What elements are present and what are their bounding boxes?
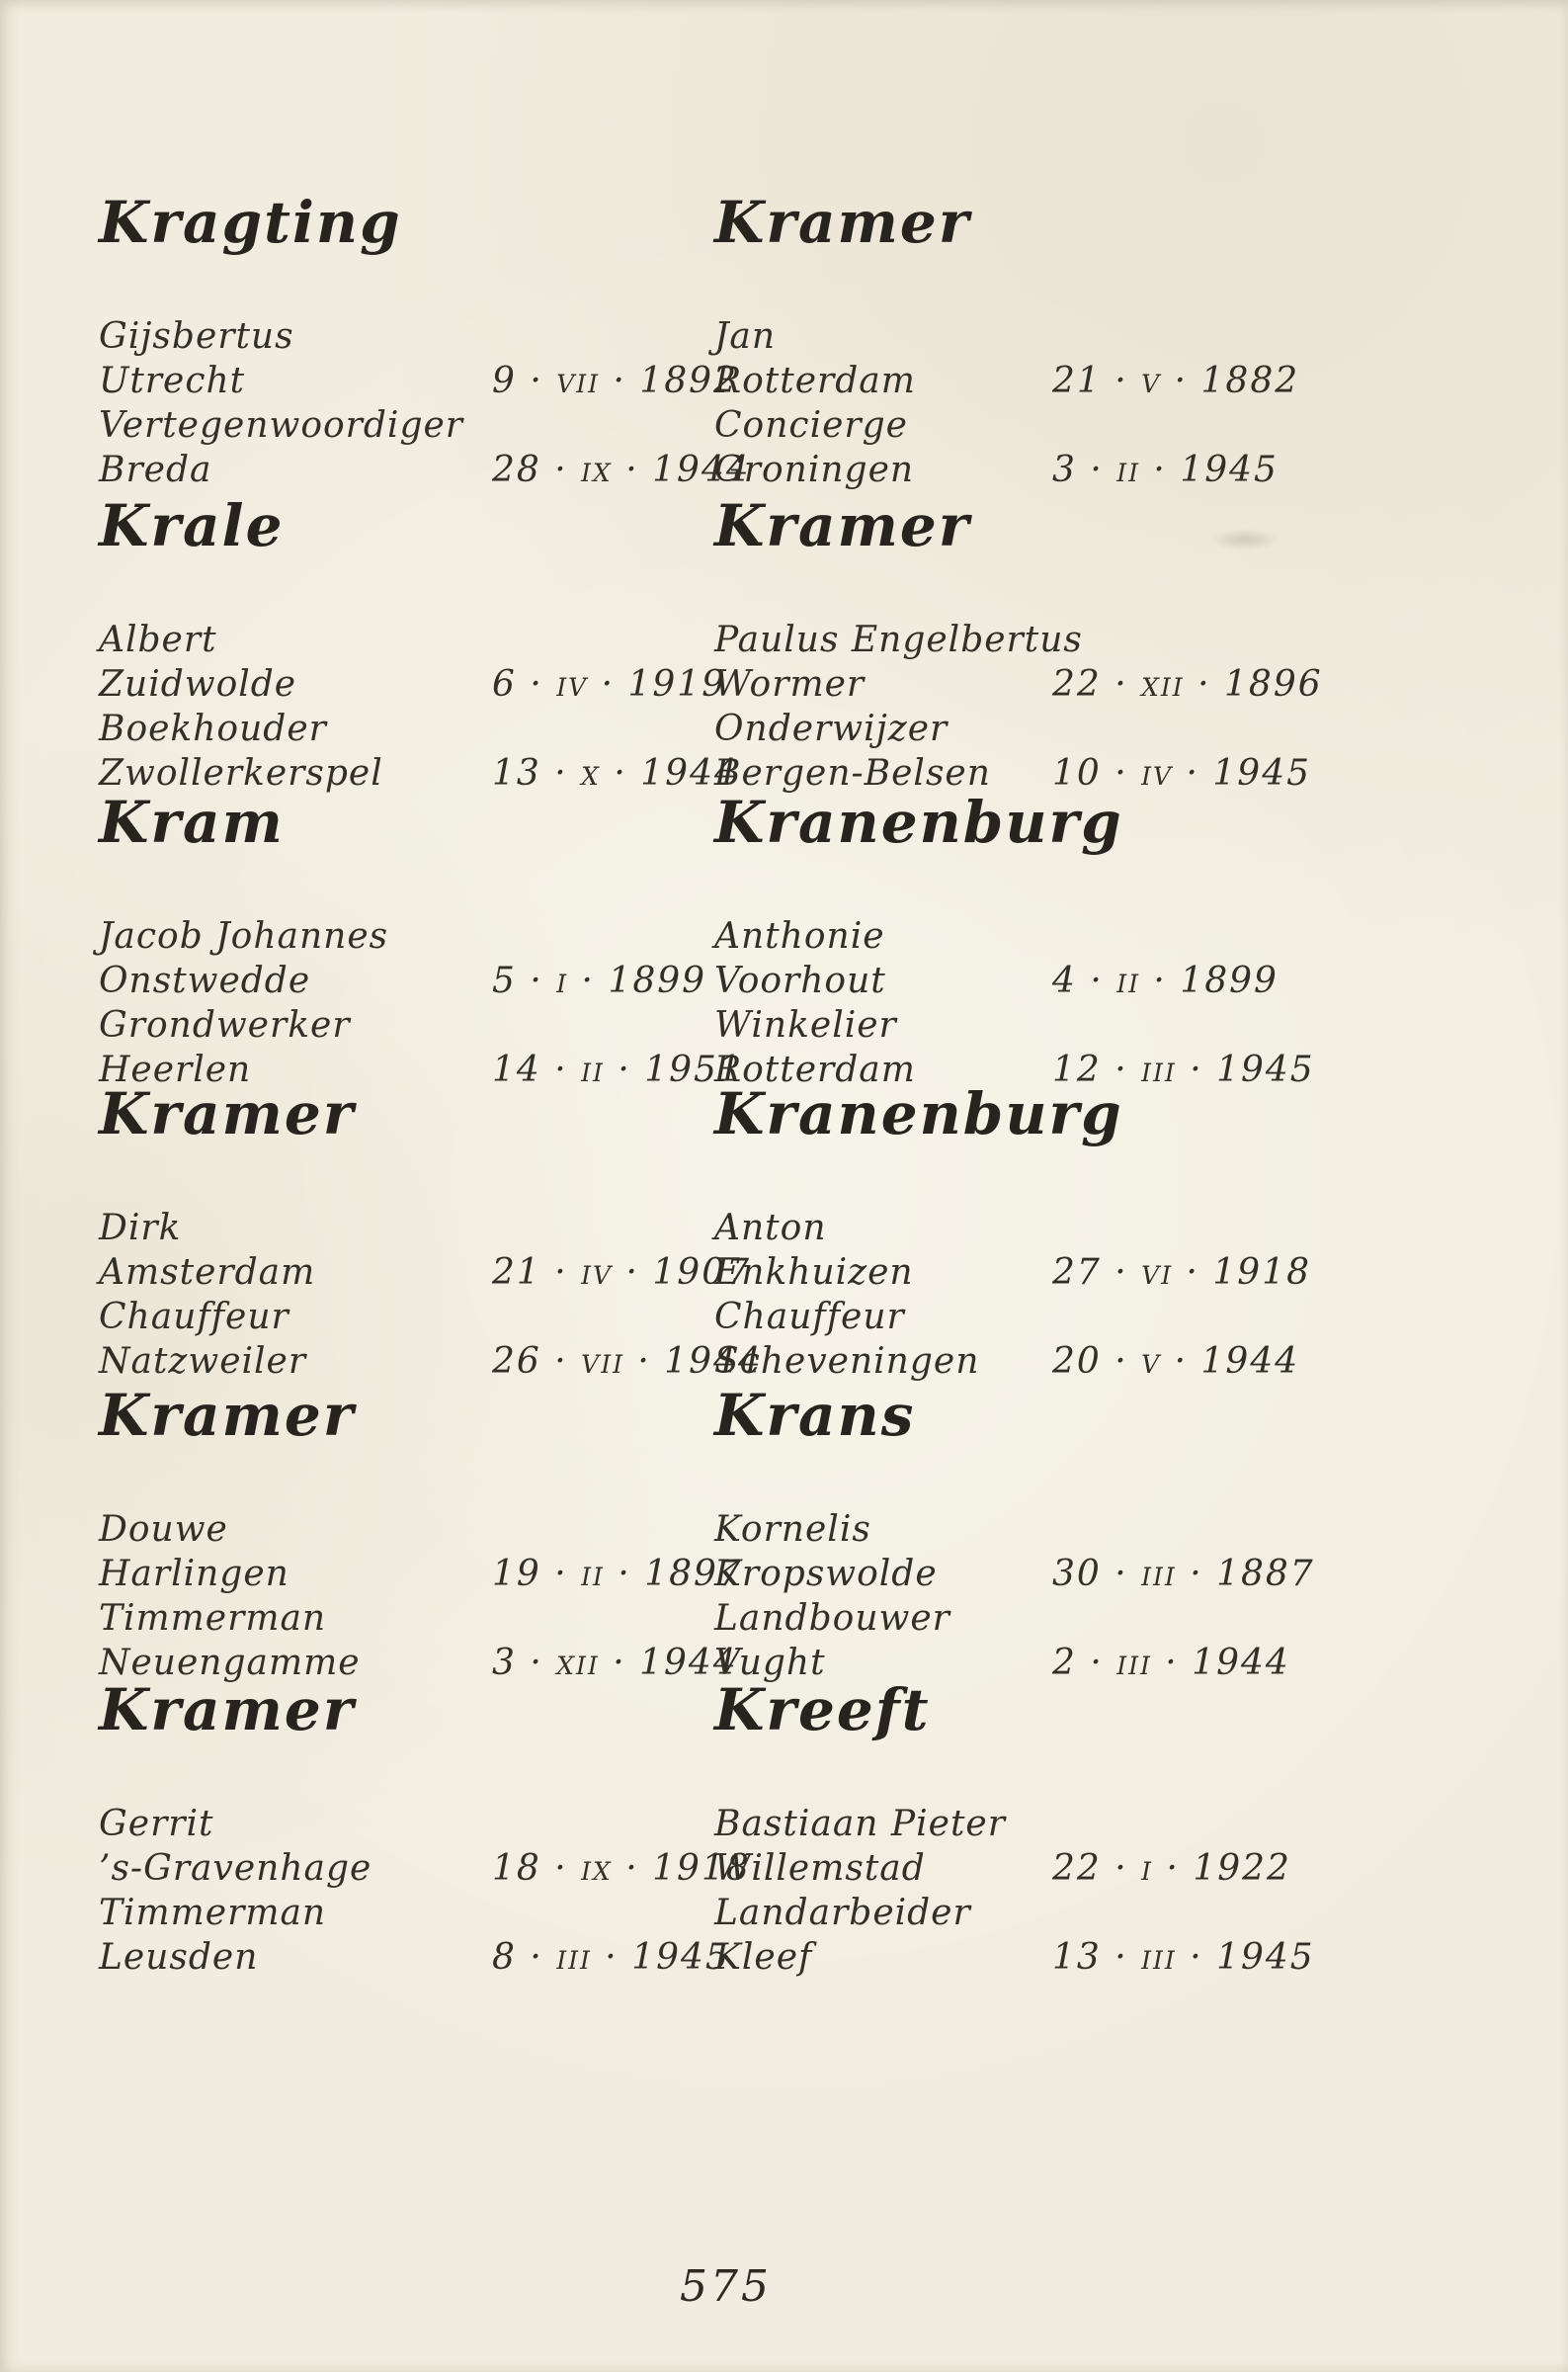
entry-birth-date: 21 · iv · 1907 [492,1252,752,1293]
entry-death-date: 10 · iv · 1945 [1052,753,1312,794]
memorial-entry [99,1676,751,1980]
entry-birth-place: Willemstad [714,1848,926,1889]
entry-death-place: Leusden [99,1937,259,1978]
entry-death-place: Natzweiler [99,1341,307,1382]
memorial-entry [99,789,743,1092]
entry-surname: Kramer [714,189,971,256]
entry-birth-date: 30 · iii · 1887 [1052,1554,1315,1594]
entry-occupation: Vertegenwoordiger [99,405,464,446]
entry-details [714,314,1347,492]
entry-death-date: 26 · vii · 1944 [492,1341,763,1382]
memorial-entry [714,1382,1347,1685]
entry-occupation: Landbouwer [714,1598,950,1639]
entry-surname: Kranenburg [714,1080,1123,1147]
entry-details [99,1507,743,1685]
entry-death-place: Bergen-Belsen [714,753,991,794]
entry-details [714,1507,1347,1685]
entry-details [714,1206,1347,1384]
entry-occupation: Timmerman [99,1893,327,1933]
entry-death-place: Breda [99,450,212,490]
entry-details [99,1802,751,1980]
memorial-entry [99,492,739,796]
entry-death-date: 3 · ii · 1945 [1052,450,1279,490]
entry-surname: Krans [714,1382,916,1449]
entry-given-name: Paulus Engelbertus [714,620,1083,660]
entry-birth-date: 19 · ii · 1897 [492,1554,743,1594]
entry-death-date: 2 · iii · 1944 [1052,1643,1290,1683]
entry-death-date: 20 · v · 1944 [1052,1341,1300,1382]
entry-details [99,1206,763,1384]
entry-given-name: Bastiaan Pieter [714,1804,1006,1844]
entry-occupation: Boekhouder [99,709,327,749]
entry-occupation: Chauffeur [714,1297,905,1337]
entry-surname: Kranenburg [714,789,1123,856]
entry-birth-date: 4 · ii · 1899 [1052,961,1279,1001]
entry-death-place: Groningen [714,450,915,490]
entry-birth-date: 18 · ix · 1918 [492,1848,751,1889]
entry-details [714,618,1347,796]
entry-death-place: Kleef [714,1937,813,1978]
entry-surname: Kramer [714,492,971,559]
entry-birth-place: Wormer [714,664,866,705]
entry-birth-place: Rotterdam [714,361,916,401]
memorial-entry [714,492,1347,796]
entry-occupation: Concierge [714,405,908,446]
memorial-entry [714,189,1347,492]
entry-birth-date: 27 · vi · 1918 [1052,1252,1312,1293]
entry-birth-date: 5 · i · 1899 [492,961,707,1001]
entry-death-date: 13 · x · 1944 [492,753,739,794]
entry-death-date: 12 · iii · 1945 [1052,1050,1315,1090]
memorial-entry [714,789,1347,1092]
entry-surname: Krale [99,492,285,559]
entry-death-place: Rotterdam [714,1050,916,1090]
entry-death-place: Vught [714,1643,826,1683]
entry-birth-date: 22 · xii · 1896 [1052,664,1323,705]
entry-death-place: Heerlen [99,1050,252,1090]
entry-given-name: Kornelis [714,1509,871,1550]
memorial-entry [99,1382,743,1685]
entry-birth-place: Utrecht [99,361,246,401]
entry-birth-place: Zuidwolde [99,664,297,705]
entry-given-name: Albert [99,620,217,660]
entry-surname: Kragting [99,189,402,256]
entry-given-name: Dirk [99,1208,182,1248]
entry-birth-date: 21 · v · 1882 [1052,361,1300,401]
entry-given-name: Jan [714,316,777,357]
entry-given-name: Jacob Johannes [99,916,389,957]
entry-details [714,914,1347,1092]
entry-death-place: Scheveningen [714,1341,980,1382]
entry-given-name: Douwe [99,1509,228,1550]
entry-surname: Kramer [99,1080,356,1147]
entry-given-name: Gerrit [99,1804,214,1844]
entry-occupation: Timmerman [99,1598,327,1639]
entry-surname: Kramer [99,1382,356,1449]
page-number: 575 [680,2261,772,2312]
entry-birth-place: Onstwedde [99,961,311,1001]
entry-occupation: Onderwijzer [714,709,949,749]
entry-occupation: Grondwerker [99,1005,351,1046]
entry-occupation: Chauffeur [99,1297,289,1337]
entry-birth-date: 9 · vii · 1892 [492,361,738,401]
entry-birth-place: Kropswolde [714,1554,938,1594]
entry-birth-date: 6 · iv · 1919 [492,664,727,705]
memorial-entry [714,1676,1347,1980]
entry-death-place: Zwollerkerspel [99,753,383,794]
entry-details [99,618,739,796]
entry-details [714,1802,1347,1980]
entry-death-place: Neuengamme [99,1643,361,1683]
entry-birth-place: Enkhuizen [714,1252,914,1293]
entry-occupation: Winkelier [714,1005,897,1046]
entry-surname: Kram [99,789,285,856]
entry-death-date: 8 · iii · 1945 [492,1937,730,1978]
memorial-entry [714,1080,1347,1384]
entry-details [99,914,743,1092]
entry-occupation: Landarbeider [714,1893,971,1933]
entry-given-name: Gijsbertus [99,316,294,357]
entry-death-date: 14 · ii · 1951 [492,1050,743,1090]
entry-death-date: 28 · ix · 1944 [492,450,751,490]
entry-birth-place: ’s-Gravenhage [99,1848,372,1889]
entry-birth-place: Amsterdam [99,1252,316,1293]
entry-birth-date: 22 · i · 1922 [1052,1848,1291,1889]
entry-surname: Kreeft [714,1676,931,1743]
entry-birth-place: Voorhout [714,961,886,1001]
entry-given-name: Anton [714,1208,827,1248]
entry-death-date: 3 · xii · 1944 [492,1643,738,1683]
entry-birth-place: Harlingen [99,1554,289,1594]
entry-surname: Kramer [99,1676,356,1743]
entry-death-date: 13 · iii · 1945 [1052,1937,1315,1978]
memorial-entry [99,1080,763,1384]
entry-given-name: Anthonie [714,916,885,957]
